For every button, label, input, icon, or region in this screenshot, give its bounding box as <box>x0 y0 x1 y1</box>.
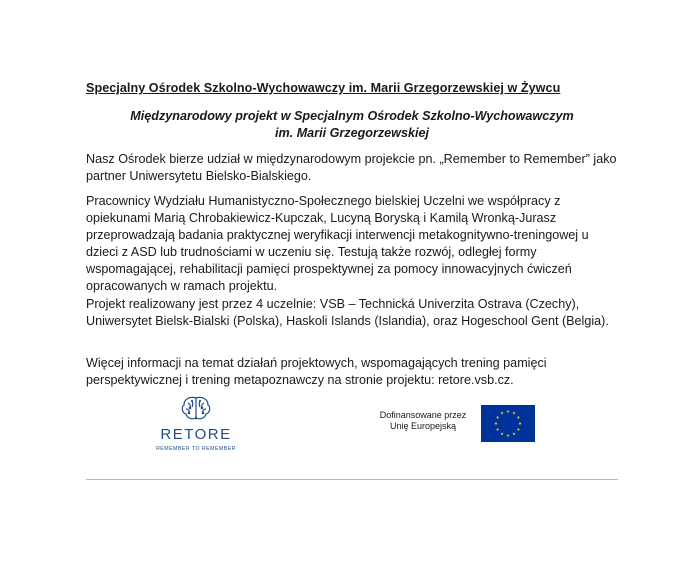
paragraph-partners: Projekt realizowany jest przez 4 uczelnie: VSB – Technická Univerzita Ostrava (Czechy), Uniwersytet Bielsk-Bialski (Polska), Haskoli Islands (Islandia), oraz Hogeschool Gent (Belgia). <box>86 297 609 328</box>
retore-tagline: REMEMBER TO REMEMBER <box>156 446 236 452</box>
eu-flag-icon <box>481 405 535 442</box>
eu-funding-line-1: Dofinansowane przez <box>379 410 467 420</box>
brain-icon <box>180 395 212 423</box>
subtitle-line-2: im. Marii Grzegorzewskiej <box>275 126 429 140</box>
document-subtitle <box>86 108 618 142</box>
paragraph-research: Pracownicy Wydziału Humanistyczno-Społecznego bielskiej Uczelni we współpracy z opiekunami Marią Chrobakiewicz-Kupczak, Lucyną Boryską i Kamilą Wronką-Jurasz przeprowadzają badania praktycznej weryfikacji interwencji metakognitywno-treningowej u dzieci z ASD lub trudnościami w uczeniu się. Testują także rozwój, odległej formy wspomagającej, rehabilitacji pamięci prospektywnej za pomocy innowacyjnych ćwiczeń opracowanych w ramach projektu. <box>86 194 589 293</box>
footer-divider <box>86 479 618 480</box>
paragraph-more-info: Więcej informacji na temat działań projektowych, wspomagających trening pamięci perspektywicznej i trening metapoznawczy na stronie projektu: retore.vsb.cz. <box>86 356 547 387</box>
eu-funding-line-2: Unię Europejską <box>389 421 457 431</box>
subtitle-line-1: Międzynarodowy projekt w Specjalnym Ośrodek Szkolno-Wychowawczym <box>130 109 574 123</box>
retore-logo <box>150 395 242 457</box>
document-header: Specjalny Ośrodek Szkolno-Wychowawczy im. Marii Grzegorzewskiej w Żywcu <box>86 81 561 95</box>
retore-wordmark: RETORE <box>160 426 232 443</box>
eu-funding-text <box>368 410 478 432</box>
paragraph-intro: Nasz Ośrodek bierze udział w międzynarodowym projekcie pn. „Remember to Remember” jako partner Uniwersytetu Bielsko-Bialskiego. <box>86 152 617 183</box>
